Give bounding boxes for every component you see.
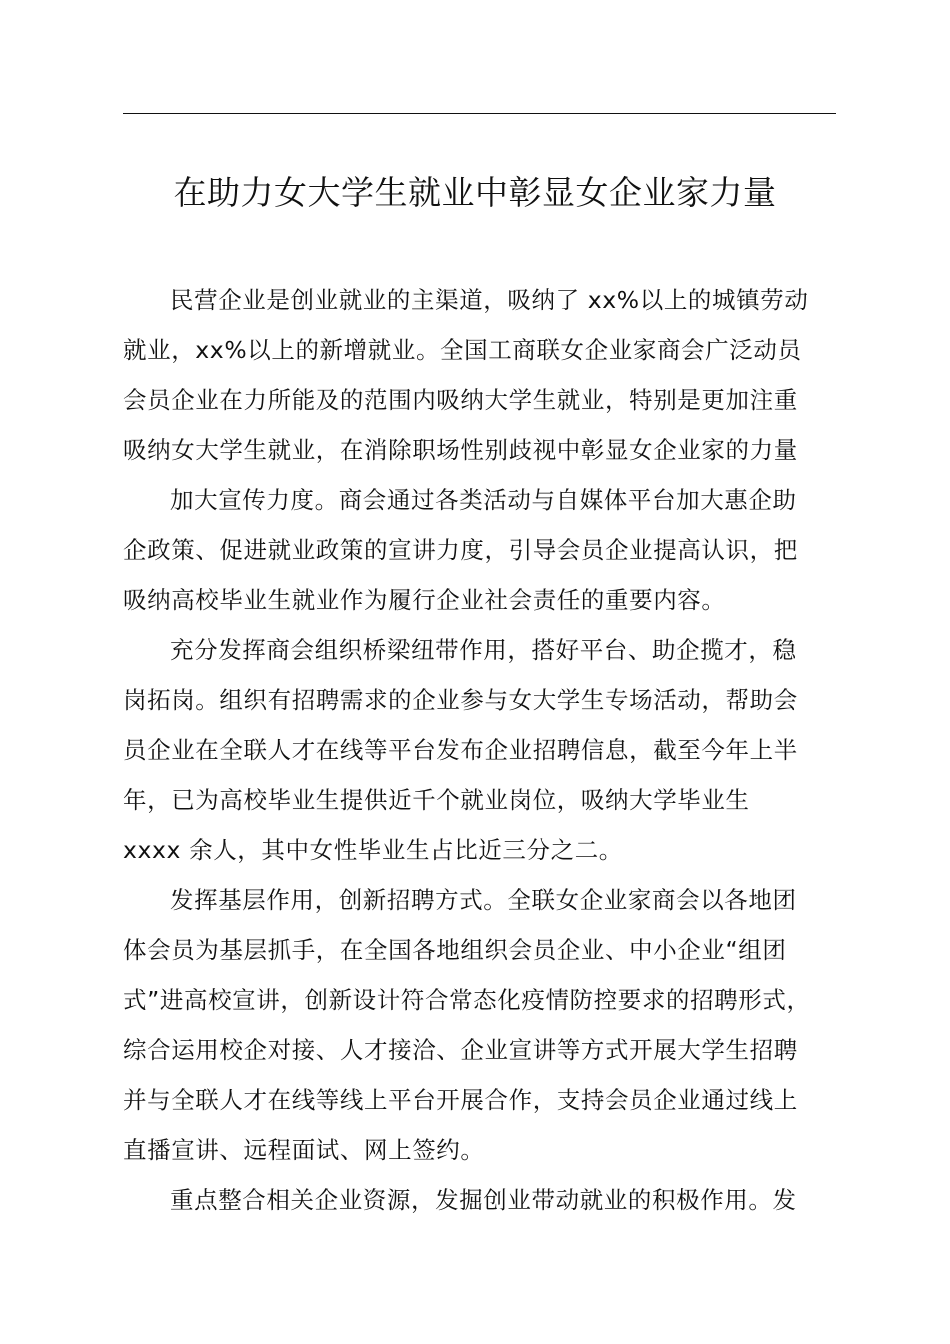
text-line: 员企业在全联人才在线等平台发布企业招聘信息，截至今年上半: [123, 736, 798, 764]
text-line: 吸纳高校毕业生就业作为履行企业社会责任的重要内容。: [123, 586, 726, 614]
text-line: xxxx 余人，其中女性毕业生占比近三分之二。: [123, 836, 623, 864]
text-line: 加大宣传力度。商会通过各类活动与自媒体平台加大惠企助: [170, 486, 797, 514]
paragraph-5: [123, 1175, 848, 1225]
header-rule: [123, 113, 836, 114]
document-body: [123, 275, 848, 1225]
text-line: 重点整合相关企业资源，发掘创业带动就业的积极作用。发: [170, 1186, 797, 1214]
paragraph-3: [123, 625, 848, 875]
paragraph-4: [123, 875, 848, 1175]
text-line: 发挥基层作用，创新招聘方式。全联女企业家商会以各地团: [170, 886, 797, 914]
text-line: 直播宣讲、远程面试、网上签约。: [123, 1136, 485, 1164]
text-line: 年，已为高校毕业生提供近千个就业岗位，吸纳大学毕业生: [123, 786, 750, 814]
text-line: 会员企业在力所能及的范围内吸纳大学生就业，特别是更加注重: [123, 386, 798, 414]
paragraph-1: [123, 275, 848, 475]
text-line: 式”进高校宣讲，创新设计符合常态化疫情防控要求的招聘形式，: [123, 986, 811, 1014]
text-line: 民营企业是创业就业的主渠道，吸纳了 xx%以上的城镇劳动: [170, 286, 809, 314]
text-line: 企政策、促进就业政策的宣讲力度，引导会员企业提高认识，把: [123, 536, 798, 564]
document-title: 在助力女大学生就业中彰显女企业家力量: [173, 173, 777, 212]
text-line: 就业，xx%以上的新增就业。全国工商联女企业家商会广泛动员: [123, 336, 802, 364]
text-line: 吸纳女大学生就业，在消除职场性别歧视中彰显女企业家的力量: [123, 436, 798, 464]
text-line: 综合运用校企对接、人才接洽、企业宣讲等方式开展大学生招聘: [123, 1036, 798, 1064]
text-line: 并与全联人才在线等线上平台开展合作，支持会员企业通过线上: [123, 1086, 798, 1114]
text-line: 体会员为基层抓手，在全国各地组织会员企业、中小企业“组团: [123, 936, 787, 964]
text-line: 充分发挥商会组织桥梁纽带作用，搭好平台、助企揽才，稳: [170, 636, 797, 664]
text-line: 岗拓岗。组织有招聘需求的企业参与女大学生专场活动，帮助会: [123, 686, 798, 714]
paragraph-2: [123, 475, 848, 625]
